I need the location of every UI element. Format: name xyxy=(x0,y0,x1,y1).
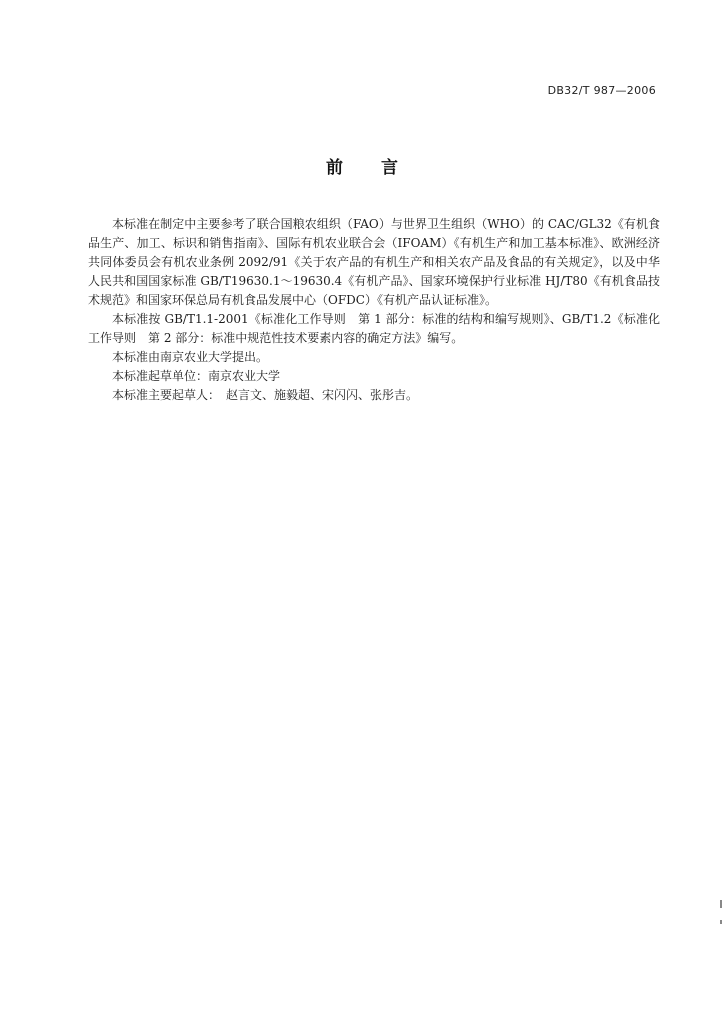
paragraph-drafting-unit: 本标准起草单位：南京农业大学 xyxy=(112,369,281,383)
paragraph-drafters: 本标准主要起草人： 赵言文、施毅超、宋闪闪、张彤吉。 xyxy=(112,388,419,402)
paragraph-drafting-rules: 本标准按 GB/T1.1-2001《标准化工作导则 第 1 部分：标准的结构和编写规则》、GB/T1.2《标准化工作导则 第 2 部分：标准中规范性技术要素内容的确定方法》编写。 xyxy=(88,312,660,345)
paragraph-references: 本标准在制定中主要参考了联合国粮农组织（FAO）与世界卫生组织（WHO）的 CAC/GL32《有机食品生产、加工、标识和销售指南》、国际有机农业联合会（IFOAM）《有机生产和加工基本标准》、欧洲经济共同体委员会有机农业条例 2092/91《关于农产品的有机生产和相关农产品及食品的有关规定》，以及中华人民共和国国家标准 GB/T19630.1～19630.4《有机产品》、国家环境保护行业标准 HJ/T80《有机食品技术规范》和国家环保总局有机食品发展中心（OFDC）《有机产品认证标准》。 xyxy=(88,217,660,307)
page-title: 前言 xyxy=(326,158,436,178)
document-code: DB32/T 987—2006 xyxy=(547,84,656,97)
scan-mark xyxy=(720,920,722,924)
foreword-body xyxy=(88,215,660,405)
scan-mark xyxy=(720,900,722,908)
paragraph-proposer: 本标准由南京农业大学提出。 xyxy=(112,350,269,364)
